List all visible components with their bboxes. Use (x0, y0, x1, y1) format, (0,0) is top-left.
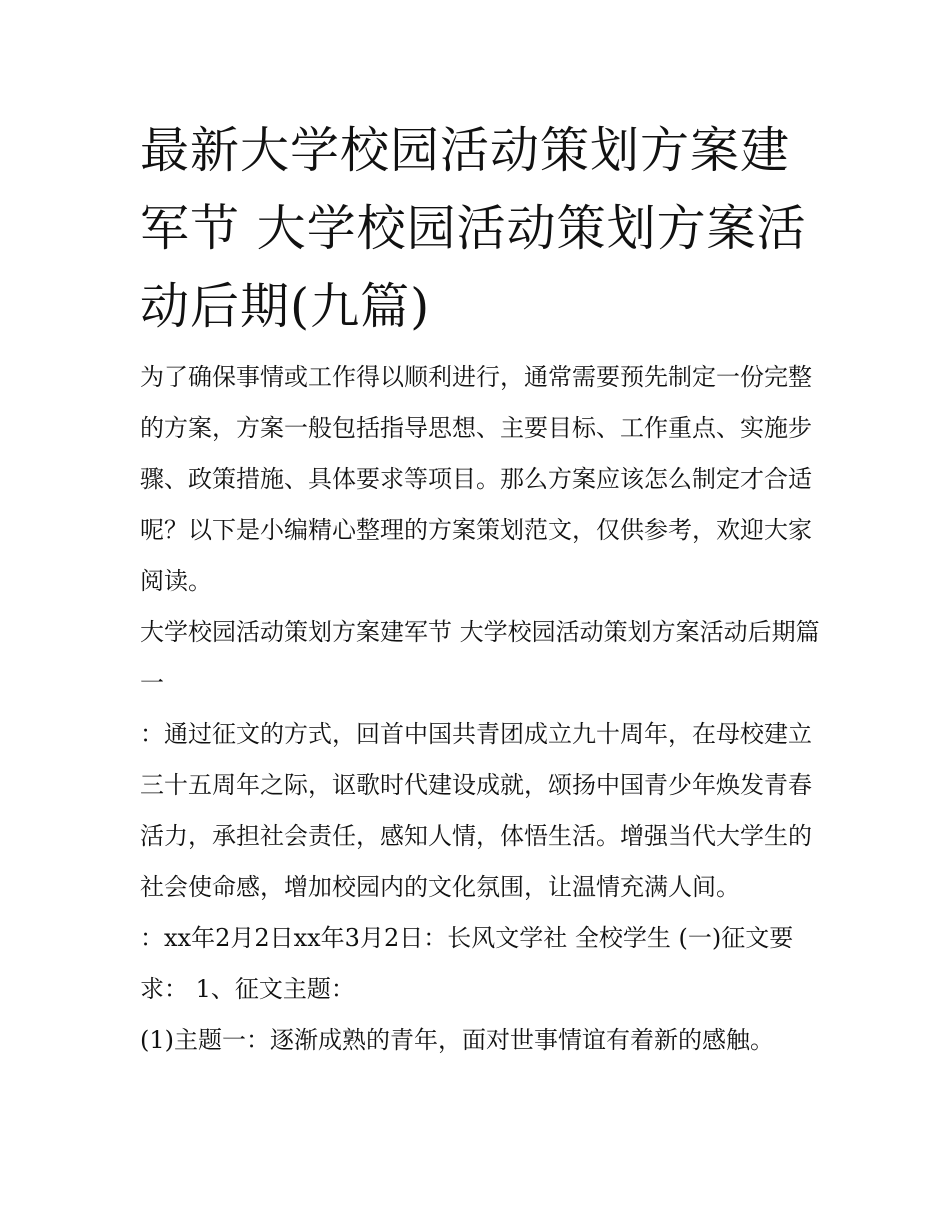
title-block (140, 112, 820, 346)
section-heading: 大学校园活动策划方案建军节 大学校园活动策划方案活动后期篇一 (140, 618, 820, 697)
document-body (140, 352, 820, 1066)
intro-paragraph: 为了确保事情或工作得以顺利进行，通常需要预先制定一份完整的方案，方案一般包括指导思想、主要目标、工作重点、实施步骤、政策措施、具体要求等项目。那么方案应该怎么制定才合适呢？以下是小编精心整理的方案策划范文，仅供参考，欢迎大家阅读。 (140, 363, 812, 595)
schedule-paragraph: ：xx年2月2日xx年3月2日：长风文学社 全校学生 (一)征文要求： 1、征文主题： (140, 924, 794, 1003)
document-title: 最新大学校园活动策划方案建军节 大学校园活动策划方案活动后期(九篇) (140, 122, 807, 335)
theme-one-paragraph: (1)主题一：逐渐成熟的青年，面对世事情谊有着新的感触。 (140, 1026, 774, 1054)
document-page (140, 112, 820, 1066)
purpose-paragraph: ：通过征文的方式，回首中国共青团成立九十周年，在母校建立三十五周年之际，讴歌时代建设成就，颂扬中国青少年焕发青春活力，承担社会责任，感知人情，体悟生活。增强当代大学生的社会使命感，增加校园内的文化氛围，让温情充满人间。 (140, 720, 812, 901)
